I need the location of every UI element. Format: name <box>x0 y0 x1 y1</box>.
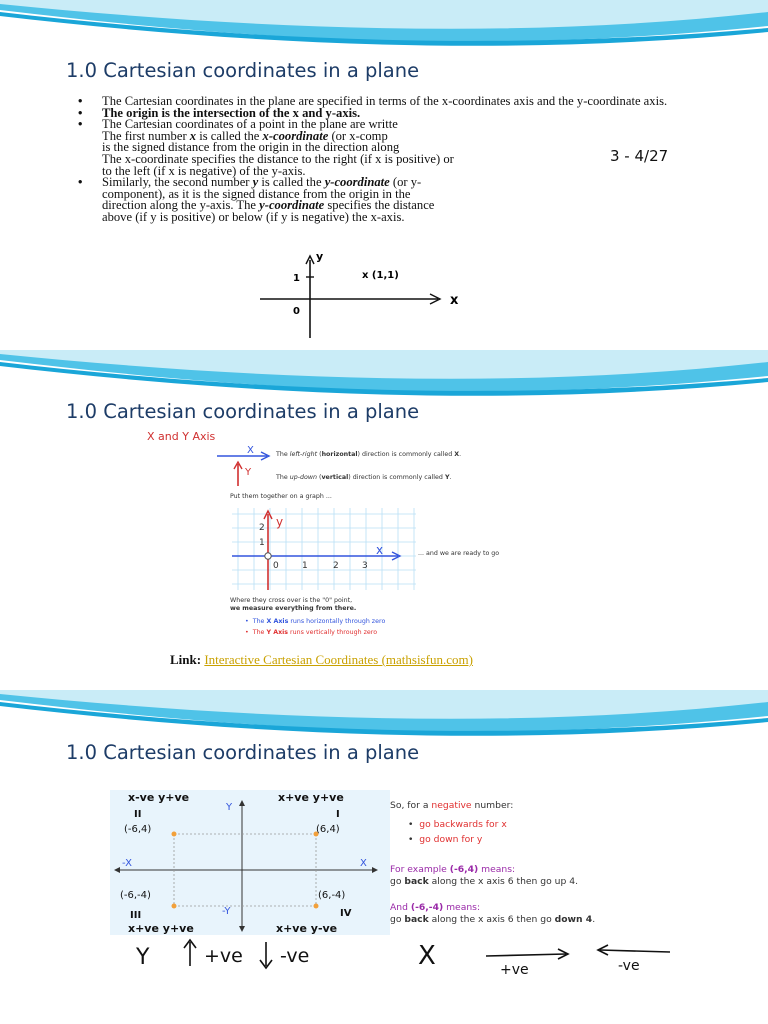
pos-y-label: Y <box>226 802 233 813</box>
q2-numeral: II <box>134 809 142 820</box>
sketch-zero-label: 0 <box>293 306 300 317</box>
explain-example-1: For example (-6,4) means: <box>390 864 516 875</box>
explain-example-2-detail: go back along the x axis 6 then go down 4. <box>390 914 596 925</box>
q2-point-label: (-6,4) <box>124 824 152 835</box>
slide-title: 1.0 Cartesian coordinates in a plane <box>66 59 420 82</box>
handwritten-axes-sketch <box>250 246 480 342</box>
explain-example-1-detail: go back along the x axis 6 then go up 4. <box>390 876 579 887</box>
page-number: 3 - 4/27 <box>604 147 674 165</box>
q1-point-label: (6,4) <box>316 824 340 835</box>
bullet-item: • The origin is the intersection of the x and y-axis. <box>78 108 678 120</box>
y-arrow-icon <box>230 460 260 488</box>
quadrant-diagram <box>110 790 390 935</box>
q4-sign-label: x+ve y-ve <box>276 922 338 935</box>
q1-numeral: I <box>336 809 340 820</box>
handwritten-directions <box>130 934 690 980</box>
neg-y-label: -Y <box>222 906 231 917</box>
tick-y-1: 1 <box>259 538 265 548</box>
q3-sign-label: x+ve y+ve <box>128 922 194 935</box>
sketch-y-label: y <box>316 250 324 263</box>
slide-3 <box>0 690 768 1024</box>
sketch-point-label: x (1,1) <box>362 270 399 281</box>
q2-sign-label: x-ve y+ve <box>128 791 190 804</box>
svg-text:X: X <box>247 446 254 456</box>
y-description: The up-down (vertical) direction is commonly called Y. <box>276 474 452 481</box>
tick-x-1: 1 <box>302 561 308 571</box>
mini-graph-y-label: y <box>276 515 284 529</box>
sketch-x-label: x <box>450 293 459 308</box>
q4-numeral: IV <box>340 908 352 919</box>
bullet-list <box>78 96 678 224</box>
together-text: Put them together on a graph ... <box>230 493 332 500</box>
link-row <box>170 652 473 668</box>
x-axis-bullet: • The X Axis runs horizontally through zero <box>245 618 386 625</box>
x-description: The left-right (horizontal) direction is commonly called X. <box>276 451 462 458</box>
tick-x-2: 2 <box>333 561 339 571</box>
q3-point-label: (-6,-4) <box>120 890 151 901</box>
bullet-item: • The Cartesian coordinates in the plane are specified in terms of the x-coordinates axis and the y-coordinate axis. <box>78 96 678 108</box>
slide-title: 1.0 Cartesian coordinates in a plane <box>66 400 420 423</box>
link-label: Link: <box>170 652 202 667</box>
y-axis-bullet: • The Y Axis runs vertically through zero <box>245 629 378 636</box>
cross-text-2: we measure everything from there. <box>230 605 357 612</box>
slide-header-wave <box>0 0 768 60</box>
explain-so: So, for a negative number: <box>390 800 514 811</box>
tick-y-2: 2 <box>259 523 265 533</box>
mathsisfun-link[interactable]: Interactive Cartesian Coordinates (mathsisfun.com) <box>204 652 473 667</box>
q1-sign-label: x+ve y+ve <box>278 791 344 804</box>
pos-x-label: X <box>360 858 367 869</box>
bullet-item: • The Cartesian coordinates of a point in the plane are writte The first number x is called the x-coordinate (or x-comp is the signed distance from the origin in the direction along The x-coordinate specifies the distance to the right (if x is positive) or to the left (if x is negative) of the y-axis. <box>78 119 678 177</box>
q3-numeral: III <box>130 910 142 921</box>
q4-point-label: (6,-4) <box>318 890 346 901</box>
hw-down-label: -ve <box>280 945 310 967</box>
explain-bullet-2: • go down for y <box>408 834 483 845</box>
hw-left-label: -ve <box>618 958 640 974</box>
neg-x-label: -X <box>122 858 132 869</box>
hw-y-label: Y <box>136 945 150 970</box>
hw-right-label: +ve <box>500 962 529 978</box>
explain-bullet-1: • go backwards for x <box>408 819 507 830</box>
slide-title: 1.0 Cartesian coordinates in a plane <box>66 741 420 764</box>
mini-graph-x-label: x <box>376 543 384 557</box>
mini-graph <box>230 506 420 592</box>
slide-2 <box>0 350 768 683</box>
svg-text:Y: Y <box>245 467 252 478</box>
section-heading: X and Y Axis <box>147 430 216 443</box>
sketch-one-label: 1 <box>293 273 300 284</box>
hw-x-label: X <box>418 941 436 971</box>
cross-text-1: Where they cross over is the "0" point, <box>230 597 353 604</box>
tick-x-3: 3 <box>362 561 368 571</box>
slide-1 <box>0 0 768 343</box>
bullet-item: • Similarly, the second number y is called the y-coordinate (or y- component), as it is the signed distance from the origin in the direction along the y-axis. The y-coordinate specifies the distance above (if y is positive) or below (if y is negative) the x-axis. <box>78 177 678 223</box>
explain-example-2: And (-6,-4) means: <box>390 902 481 913</box>
tick-x-0: 0 <box>273 561 279 571</box>
ready-text: ... and we are ready to go <box>418 550 500 557</box>
hw-up-label: +ve <box>204 945 243 967</box>
